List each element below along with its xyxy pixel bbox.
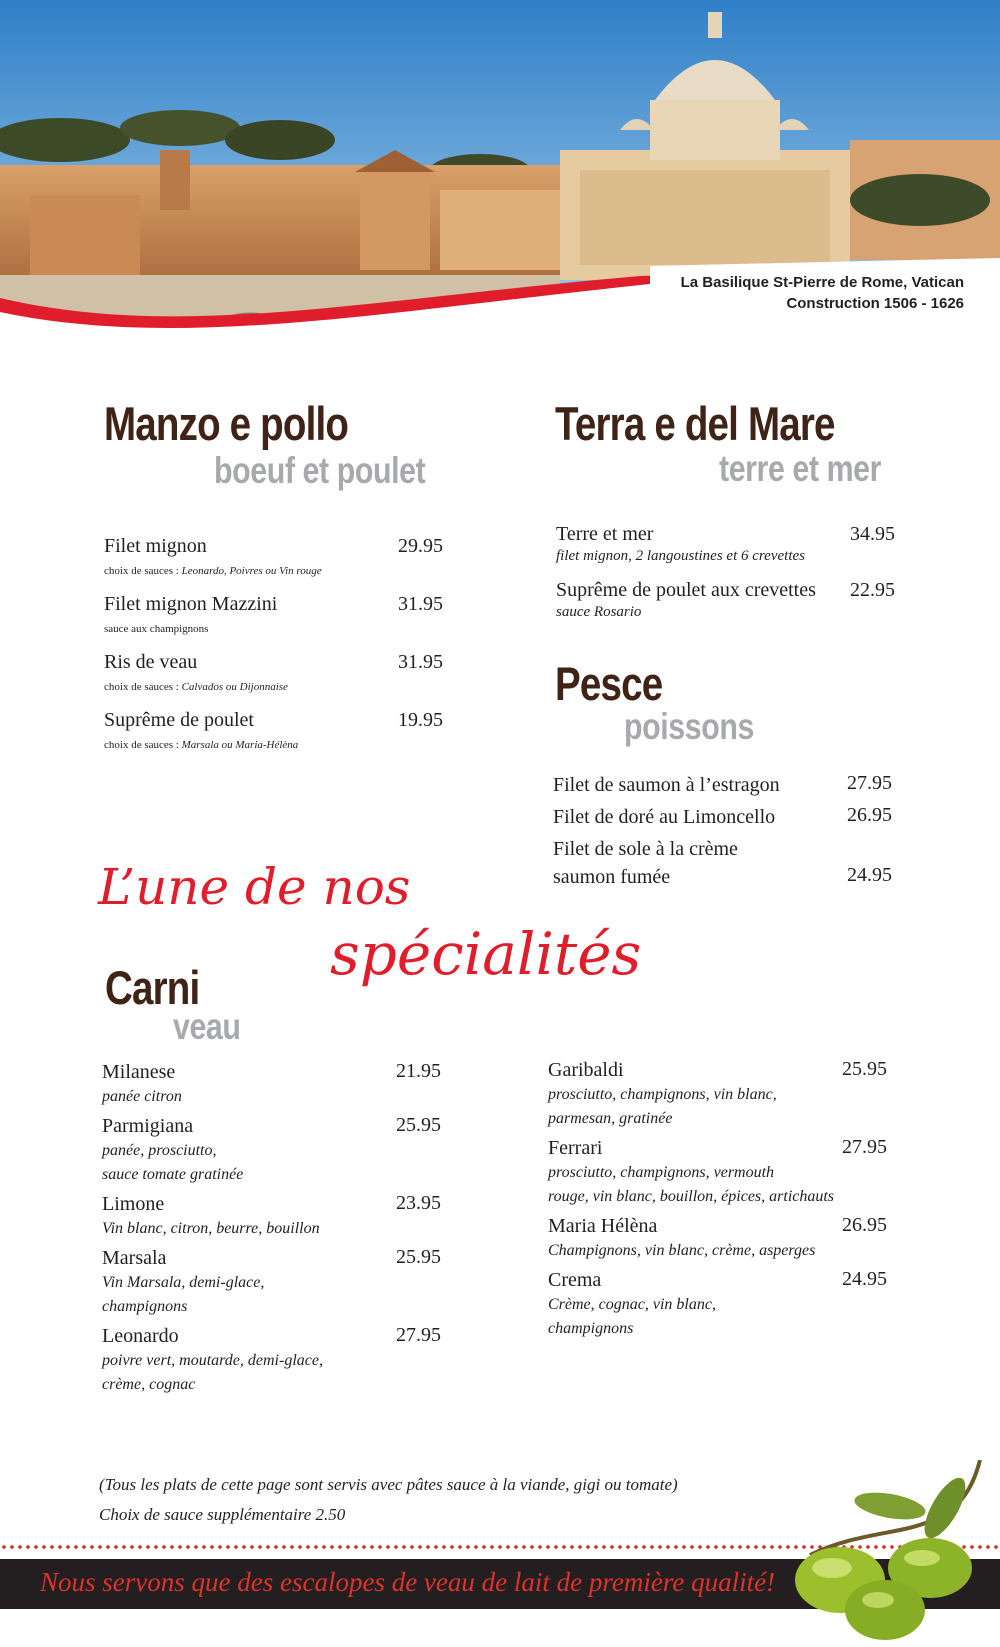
menu-item <box>548 1057 898 1131</box>
menu-list-carni-left <box>102 1059 452 1401</box>
item-description: filet mignon, 2 langoustines et 6 crevettes <box>556 548 805 564</box>
footer-banner-text: Nous servons que des escalopes de veau de lait de première qualité! <box>40 1567 776 1597</box>
item-name: Garibaldi <box>548 1059 624 1081</box>
item-price: 19.95 <box>398 709 443 731</box>
menu-item <box>553 771 903 803</box>
menu-item <box>548 1213 898 1263</box>
item-description: Vin blanc, citron, beurre, bouillon <box>102 1220 320 1237</box>
footer-note-sauce: Choix de sauce supplémentaire 2.50 <box>99 1505 346 1524</box>
item-name: Ris de veau <box>104 651 198 673</box>
menu-item <box>102 1245 452 1319</box>
item-description: sauce aux champignons <box>104 623 209 635</box>
item-price: 26.95 <box>842 1214 887 1236</box>
item-description: prosciutto, champignons, vin blanc, parmesan, gratinée <box>548 1086 777 1127</box>
menu-item <box>104 650 454 708</box>
photo-caption <box>681 272 964 314</box>
item-description: panée, prosciutto, sauce tomate gratinée <box>102 1142 244 1183</box>
item-description: prosciutto, champignons, vermouth rouge, vin blanc, bouillon, épices, artichauts <box>548 1164 835 1205</box>
menu-item <box>553 835 903 891</box>
menu-item <box>102 1323 452 1397</box>
caption-line2: Construction 1506 - 1626 <box>786 295 964 312</box>
item-name-line2: saumon fumée <box>553 866 671 888</box>
olives-icon <box>780 1460 1000 1647</box>
item-price: 22.95 <box>850 579 895 601</box>
menu-item <box>556 522 906 578</box>
menu-item <box>548 1135 898 1209</box>
section-title-carni: Carni <box>105 961 200 1014</box>
item-price: 31.95 <box>398 651 443 673</box>
menu-item <box>102 1059 452 1109</box>
item-name: Leonardo <box>102 1325 179 1347</box>
item-name: Parmigiana <box>102 1115 194 1137</box>
section-title-pesce: Pesce <box>555 657 663 710</box>
item-price: 25.95 <box>396 1114 441 1136</box>
menu-item <box>556 578 906 634</box>
item-name: Crema <box>548 1269 602 1291</box>
section-title-terra: Terra e del Mare <box>555 397 835 450</box>
item-price: 24.95 <box>842 1268 887 1290</box>
item-description: Crème, cognac, vin blanc, champignons <box>548 1296 716 1337</box>
item-price: 24.95 <box>847 864 892 886</box>
item-name: Ferrari <box>548 1137 603 1159</box>
section-subtitle-terra: terre et mer <box>719 448 882 489</box>
item-description: Vin Marsala, demi-glace, champignons <box>102 1274 265 1315</box>
menu-item <box>102 1113 452 1187</box>
header-photo <box>0 0 1000 340</box>
menu-item <box>104 592 454 650</box>
item-name: Filet de sole à la crème <box>553 838 738 860</box>
item-name: Milanese <box>102 1061 176 1083</box>
item-description: choix de sauces : Marsala ou Maria-Hélèna <box>104 739 299 751</box>
section-subtitle-pesce: poissons <box>624 706 754 747</box>
menu-item <box>104 708 454 766</box>
item-name: Filet mignon <box>104 535 207 557</box>
item-name: Filet mignon Mazzini <box>104 593 278 615</box>
item-description: choix de sauces : Calvados ou Dijonnaise <box>104 681 288 693</box>
item-description: Champignons, vin blanc, crème, asperges <box>548 1242 816 1259</box>
item-name: Maria Hélèna <box>548 1215 658 1237</box>
item-price: 27.95 <box>847 772 892 794</box>
menu-item <box>102 1191 452 1241</box>
item-name: Suprême de poulet <box>104 709 254 731</box>
item-name: Marsala <box>102 1247 167 1269</box>
specialties-script-line1: L’une de nos <box>98 858 411 916</box>
menu-list-pesce <box>553 771 903 891</box>
item-description: choix de sauces : Leonardo, Poivres ou Vin rouge <box>104 565 322 577</box>
caption-line1: La Basilique St-Pierre de Rome, Vatican <box>680 274 964 291</box>
item-name: Filet de saumon à l’estragon <box>553 774 780 796</box>
item-price: 23.95 <box>396 1192 441 1214</box>
item-description: sauce Rosario <box>556 604 642 620</box>
item-name: Suprême de poulet aux crevettes <box>556 579 816 601</box>
menu-list-carni-right <box>548 1057 898 1345</box>
section-subtitle-carni: veau <box>173 1006 241 1047</box>
menu-list-manzo <box>104 534 454 766</box>
menu-item <box>104 534 454 592</box>
item-description: panée citron <box>102 1088 182 1105</box>
section-title-manzo: Manzo e pollo <box>104 397 349 450</box>
item-price: 31.95 <box>398 593 443 615</box>
item-price: 21.95 <box>396 1060 441 1082</box>
item-name: Terre et mer <box>556 523 654 545</box>
specialties-script-line2: spécialités <box>330 920 642 988</box>
menu-item <box>553 803 903 835</box>
item-price: 29.95 <box>398 535 443 557</box>
menu-item <box>548 1267 898 1341</box>
item-price: 25.95 <box>842 1058 887 1080</box>
item-name: Limone <box>102 1193 165 1215</box>
item-price: 34.95 <box>850 523 895 545</box>
item-price: 25.95 <box>396 1246 441 1268</box>
item-name: Filet de doré au Limoncello <box>553 806 776 828</box>
item-price: 27.95 <box>842 1136 887 1158</box>
menu-list-terra <box>556 522 906 634</box>
section-subtitle-manzo: boeuf et poulet <box>214 450 426 491</box>
item-price: 27.95 <box>396 1324 441 1346</box>
item-description: poivre vert, moutarde, demi-glace, crème, cognac <box>102 1352 323 1393</box>
footer-note-pasta: (Tous les plats de cette page sont servis avec pâtes sauce à la viande, gigi ou tomate) <box>99 1475 678 1494</box>
item-price: 26.95 <box>847 804 892 826</box>
